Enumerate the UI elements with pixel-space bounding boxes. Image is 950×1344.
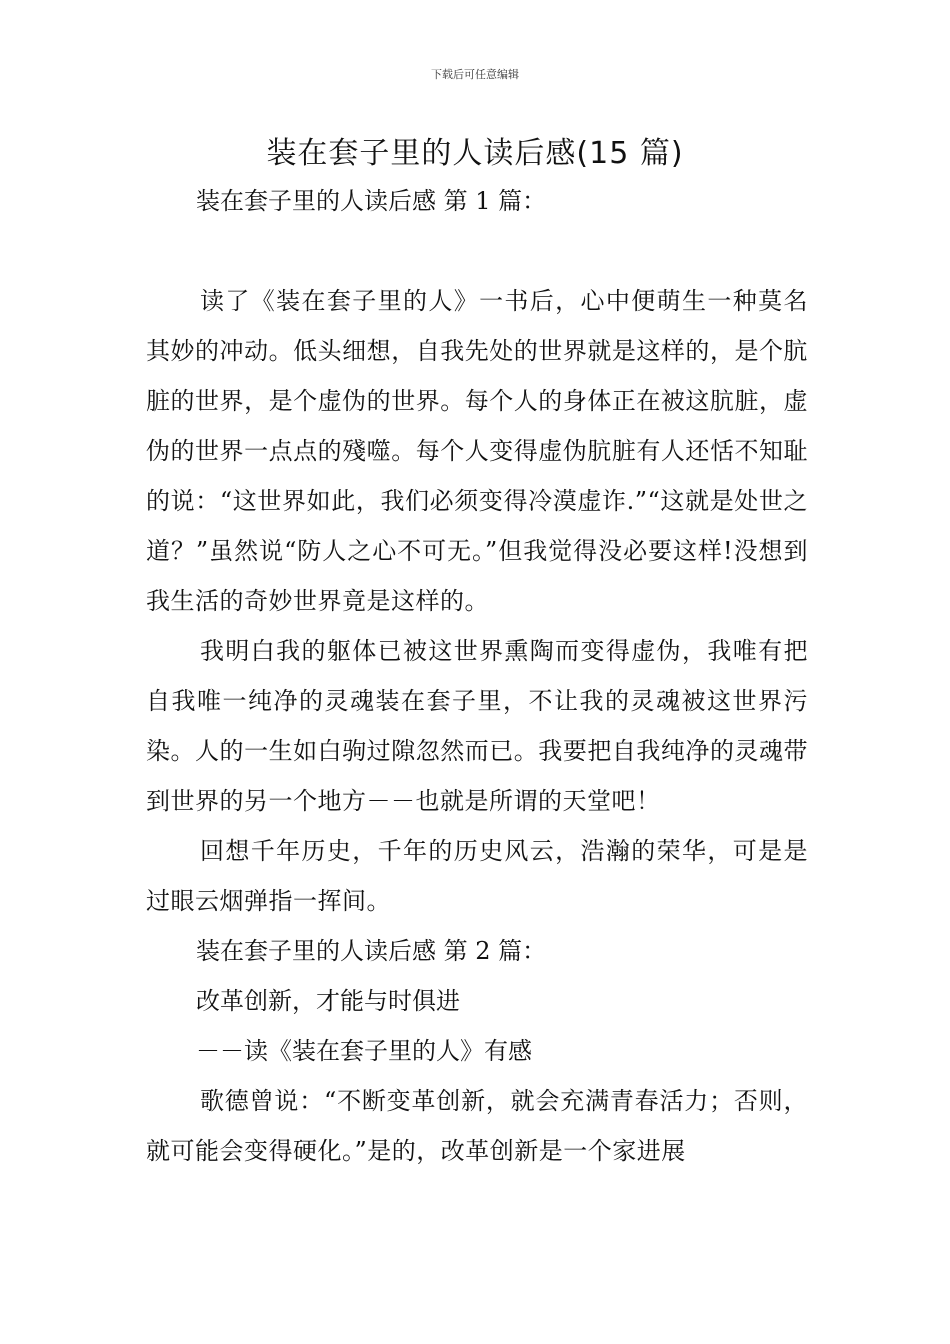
section-2-paragraph-1: 歌德曾说：“不断变革创新，就会充满青春活力；否则，就可能会变得硬化。”是的，改革创新是一个家进展 [146, 1087, 808, 1165]
section-1-paragraph-1: 读了《装在套子里的人》一书后，心中便萌生一种莫名其妙的冲动。低头细想，自我先处的世界就是这样的，是个肮脏的世界，是个虚伪的世界。每个人的身体正在被这肮脏，虚伪的世界一点点的殘噬。每个人变得虚伪肮脏有人还恬不知耻的说：“这世界如此，我们必须变得冷漠虚诈.”“这就是处世之道？”虽然说“防人之心不可无。”但我觉得没必要这样!没想到我生活的奇妙世界竟是这样的。 [146, 287, 808, 615]
header-note: 下载后可任意编辑 [431, 68, 519, 81]
section-1-heading: 装在套子里的人读后感 第 1 篇： [196, 187, 547, 215]
document-title: 装在套子里的人读后感(15 篇) [266, 136, 684, 171]
section-2-heading: 装在套子里的人读后感 第 2 篇： [196, 937, 547, 965]
section-2-subtitle: 改革创新，才能与时俱进 [196, 987, 460, 1015]
section-1-paragraph-3: 回想千年历史，千年的历史风云，浩瀚的荣华，可是是过眼云烟弹指一挥间。 [146, 837, 808, 915]
section-1-paragraph-2: 我明白我的躯体已被这世界熏陶而变得虚伪，我唯有把自我唯一纯净的灵魂装在套子里，不让我的灵魂被这世界污染。人的一生如白驹过隙忽然而已。我要把自我纯净的灵魂带到世界的另一个地方－－也就是所谓的天堂吧！ [146, 637, 808, 815]
blank-line [146, 226, 808, 276]
section-2-byline: －－读《装在套子里的人》有感 [196, 1037, 532, 1065]
document-body [146, 176, 808, 1176]
